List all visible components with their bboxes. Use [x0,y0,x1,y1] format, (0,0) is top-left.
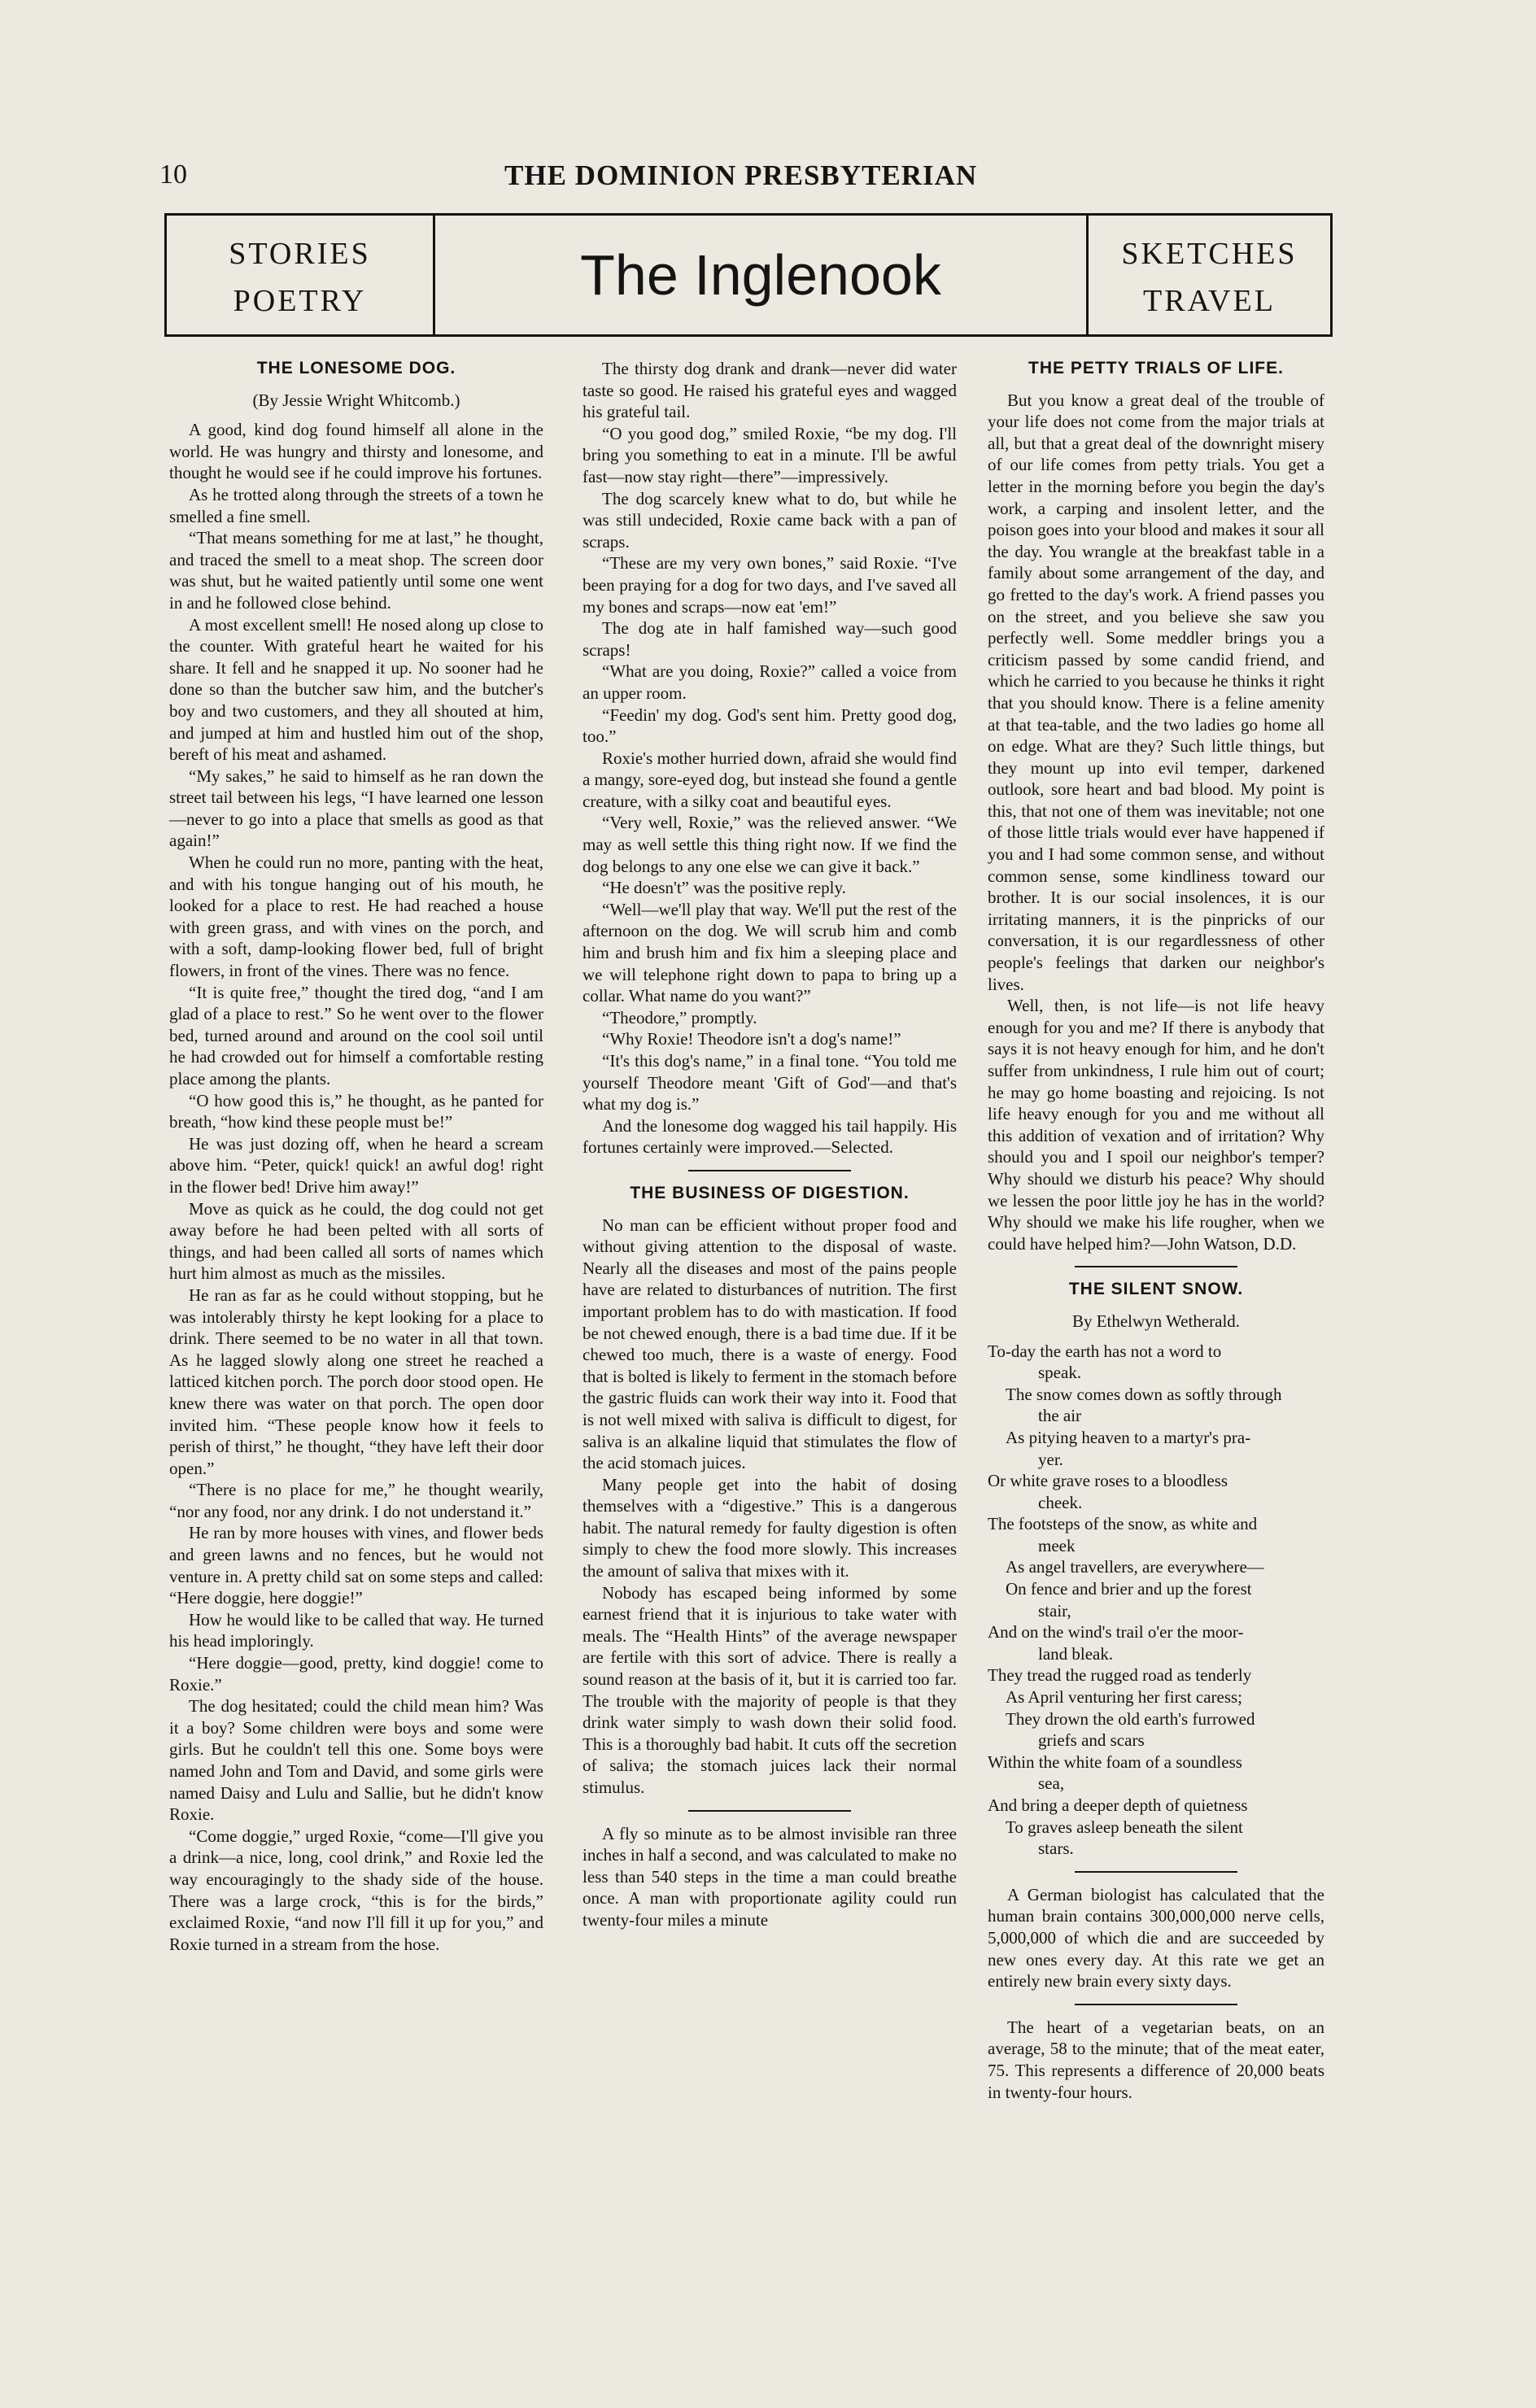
masthead-right-box [1086,216,1330,334]
poem-line: They drown the old earth's furrowed [1006,1708,1255,1729]
poem-line: meek [1038,1535,1076,1555]
paragraph: “He doesn't” was the positive reply. [602,878,846,898]
poem-line: Within the white foam of a soundless [988,1751,1242,1772]
paragraph: “Feedin' my dog. God's sent him. Pretty good dog, too.” [583,705,957,747]
masthead-left-line: STORIES [229,237,371,271]
paragraph: The dog ate in half famished way—such good scraps! [583,618,957,660]
poem-title: THE SILENT SNOW. [1068,1280,1244,1299]
paragraph: How he would like to be called that way. He turned his head imploringly. [169,1609,543,1651]
poem-line: The snow comes down as softly through [1006,1384,1282,1404]
poem-line: They tread the rugged road as tenderly [988,1665,1252,1686]
running-head: THE DOMINION PRESBYTERIAN [504,159,978,191]
paragraph: “That means something for me at last,” he thought, and traced the smell to a meat shop. The screen door was shut, but he waited patiently until some one went in and he followed close behind. [169,528,543,613]
paragraph: “Here doggie—good, pretty, kind doggie! come to Roxie.” [169,1653,543,1695]
paragraph: He was just dozing off, when he heard a scream above him. “Peter, quick! quick! an awful dog! right in the flower bed! Drive him away!” [169,1133,543,1197]
paragraph: “Theodore,” promptly. [602,1007,757,1027]
paragraph: “These are my very own bones,” said Roxie. “I've been praying for a dog for two days, and I've saved all my bones and scraps—now eat 'em!” [583,553,957,617]
paragraph: When he could run no more, panting with the heat, and with his tongue hanging out of his mouth, he looked for a place to rest. He had reached a house with green grass, and with vines on the porch, and with a soft, damp-looking flower bed, full of bright flowers, in front of the vines. There was no fence. [169,853,543,981]
article-title: THE PETTY TRIALS OF LIFE. [1028,359,1284,377]
poem-line: the air [1038,1406,1082,1426]
paragraph: He ran as far as he could without stopping, but he was intolerably thirsty he kept looking for a place to drink. There seemed to be no water in all that town. As he lagged slowly along one street he reached a latticed kitchen porch. The porch door stood open. He knew there was water on that porch. The open door invited him. “These people know how it feels to perish of thirst,” he thought, “they have left their door open.” [169,1285,543,1478]
masthead-left-box [167,216,435,334]
poem-line: As pitying heaven to a martyr's pra- [1006,1427,1251,1447]
poem-line: griefs and scars [1038,1730,1145,1751]
paragraph: “What are you doing, Roxie?” called a voice from an upper room. [583,661,957,703]
divider [688,1170,851,1171]
section-masthead [164,213,1333,337]
poem-line: speak. [1038,1363,1082,1383]
paragraph: The dog scarcely knew what to do, but while he was still undecided, Roxie came back with a pan of scraps. [583,488,957,552]
paragraph: “O you good dog,” smiled Roxie, “be my dog. I'll bring you something to eat in a minute. I'll be awful fast—now stay right—there”—impressively. [583,423,957,486]
paragraph: “Very well, Roxie,” was the relieved answer. “We may as well settle this thing right now. If we find the dog belongs to any one else we can give it back.” [583,813,957,876]
paragraph: “O how good this is,” he thought, as he panted for breath, “how kind these people must be!” [169,1090,543,1132]
paragraph: Move as quick as he could, the dog could not get away before he had been pelted with all sorts of things, and had been called all sorts of names which hurt him almost as much as the missiles. [169,1198,543,1284]
column-2 [583,358,957,1931]
poem-line: As angel travellers, are everywhere— [1006,1557,1264,1577]
poem-byline: By Ethelwyn Wetherald. [1071,1311,1241,1331]
filler-paragraph: A German biologist has calculated that the human brain contains 300,000,000 nerve cells, 5,000,000 of which die and are succeeded by new ones every day. At this rate we get an entirely new brain every sixty days. [988,1884,1324,1991]
poem-line: As April venturing her first caress; [1006,1687,1243,1708]
paragraph: “Come doggie,” urged Roxie, “come—I'll give you a drink—a nice, long, cool drink,” and Roxie led the way encouragingly to the shady side of the house. There was a large crock, “this is for the birds,” exclaimed Roxie, “and now I'll fill it up for you,” and Roxie turned in a stream from the hose. [169,1826,543,1954]
divider [688,1810,851,1812]
poem-line: yer. [1038,1449,1063,1469]
paragraph: Roxie's mother hurried down, afraid she would find a mangy, sore-eyed dog, but instead she found a gentle creature, with a silky coat and beautiful eyes. [583,748,957,811]
poem-line: sea, [1038,1773,1065,1794]
filler-paragraph: The heart of a vegetarian beats, on an average, 58 to the minute; that of the meat eater, 75. This represents a difference of 20,000 beats in twenty-four hours. [988,2017,1324,2102]
paragraph: “Well—we'll play that way. We'll put the rest of the afternoon on the dog. We will scrub him and comb him and brush him and fix him a sleeping place and we will telephone right down to papa to bring up a collar. What name do you want?” [583,899,957,1006]
paragraph: “Why Roxie! Theodore isn't a dog's name!” [602,1029,901,1049]
masthead-left-line: POETRY [233,284,367,318]
poem-line: stars. [1038,1839,1074,1859]
paragraph: But you know a great deal of the trouble of your life does not come from the major trials at all, but that a great deal of the downright misery of our life comes from petty trials. You get a letter in the morning before you begin the day's work, a carping and insolent letter, and the poison goes into your blood and makes it sour all the day. You wrangle at the breakfast table in a family about some arrangement of the day, and go fretted to the day's work. A friend passes you on the street, and you believe she saw you perfectly well. Some meddler brings you a criticism passed by some candid friend, and which he carried to you because he thinks it right that you should know. There is a feline amenity at that tea-table, and the two ladies go home all on edge. What are they? Such little things, but they mount up into evil temper, darkened outlook, sore heart and bad blood. My point is this, that not one of them was inevitable; not one of those little trials would ever have happened if you and I had some common sense, and without common sense, some kindliness toward our brother. It is our social insolences, it is our irritating manners, it is the pinpricks of our conversation, it is our regardlessness of other people's feelings that darken our neighbor's lives. [988,390,1324,994]
filler-paragraph: A fly so minute as to be almost invisible ran three inches in half a second, and was calculated to make no less than 540 steps in the time a man could breathe once. A man with proportionate agility could run twenty-four miles a minute [583,1823,957,1930]
poem-line: And on the wind's trail o'er the moor- [988,1622,1244,1642]
paragraph: He ran by more houses with vines, and flower beds and green lawns and no fences, but he would not venture in. A pretty child sat on some steps and called: “Here doggie, here doggie!” [169,1523,543,1608]
masthead-right-line: SKETCHES [1121,237,1298,271]
paragraph: “There is no place for me,” he thought wearily, “nor any food, nor any drink. I do not understand it.” [169,1480,543,1521]
poem-line: To graves asleep beneath the silent [1006,1817,1243,1837]
column-1 [169,358,543,1955]
masthead-right-line: TRAVEL [1143,284,1276,318]
poem-line: And bring a deeper depth of quietness [988,1795,1248,1815]
poem-line: To-day the earth has not a word to [988,1341,1222,1361]
paragraph: A good, kind dog found himself all alone in the world. He was hungry and thirsty and lonesome, and thought he would see if he could improve his fortunes. [169,420,543,483]
divider [1075,1266,1237,1267]
paragraph: A most excellent smell! He nosed along up close to the counter. With grateful heart he waited for his share. It fell and he snapped it up. No sooner had he done so than the butcher saw him, and the butcher's boy and two customers, and they all shouted at him, and jumped at him and hustled him out of the shop, bereft of his meat and ashamed. [169,614,543,765]
article-title: THE LONESOME DOG. [256,359,456,377]
poem-line: cheek. [1038,1492,1083,1512]
paragraph: Well, then, is not life—is not life heavy enough for you and me? If there is anybody that says it is not heavy enough for him, and he don't suffer from unkindness, I rule him out of court; he may go home boasting and rejoicing. Is not life heavy enough for you and me without all this addition of vexation and of irritation? Why should you and I spoil our neighbor's temper? Why should we disturb his peace? Why should we lessen the poor little joy he has in the world? Why should we make his life rougher, when we could have helped him?—John Watson, D.D. [988,996,1324,1254]
poem-line: Or white grave roses to a bloodless [988,1471,1228,1491]
poem-line: stair, [1038,1600,1071,1621]
paragraph: “My sakes,” he said to himself as he ran down the street tail between his legs, “I have learned one lesson—never to go into a place that smells as good as that again!” [169,766,543,851]
paragraph: “It's this dog's name,” in a final tone. “You told me yourself Theodore meant 'Gift of God'—and that's what my dog is.” [583,1051,957,1115]
poem [988,1341,1324,1860]
paragraph: And the lonesome dog wagged his tail happily. His fortunes certainly were improved.—Selected. [583,1115,957,1158]
paragraph: As he trotted along through the streets of a town he smelled a fine smell. [169,484,543,526]
article-title: THE BUSINESS OF DIGESTION. [630,1183,910,1202]
section-title: The Inglenook [580,243,941,307]
paragraph: Many people get into the habit of dosing themselves with a “digestive.” This is a dangerous habit. The natural remedy for faulty digestion is often simply to chew the food more slowly. This increases the amount of saliva that mixes with it. [583,1474,957,1581]
divider [1075,2004,1237,2005]
paragraph: “It is quite free,” thought the tired dog, “and I am glad of a place to rest.” So he went over to the flower bed, turned around and around on the cool soil until he had crowded out for himself a comfortable resting place among the plants. [169,982,543,1088]
poem-line: land bleak. [1038,1643,1114,1664]
divider [1075,1871,1237,1873]
paragraph: The thirsty dog drank and drank—never did water taste so good. He raised his grateful eyes and wagged his grateful tail. [583,359,957,422]
paragraph: The dog hesitated; could the child mean him? Was it a boy? Some children were boys and some were girls. But he couldn't tell this one. Some boys were named John and Tom and David, and some girls were named Daisy and Lulu and Sallie, but he didn't know Roxie. [169,1696,543,1825]
page-number: 10 [159,159,187,190]
poem-line: On fence and brier and up the forest [1006,1579,1252,1599]
column-3 [988,358,1324,2103]
paragraph: No man can be efficient without proper food and without giving attention to the disposal of waste. Nearly all the diseases and most of the pains people have are related to disturbances of nutrition. The first important problem has to do with mastication. If food be not chewed enough, there is a bad time due. If it be chewed too much, there is a waste of energy. Food that is bolted is likely to ferment in the stomach before the gastric fluids can work their way into it. Food that is not well mixed with saliva is difficult to digest, for saliva is an alkaline liquid that stimulates the flow of the acid stomach juices. [583,1215,957,1473]
paragraph: Nobody has escaped being informed by some earnest friend that it is injurious to take water with meals. The “Health Hints” of the average newspaper are fertile with this sort of advice. There is really a sound reason at the basis of it, but it is carried too far. The trouble with the majority of people is that they drink water simply to wash down their solid food. This is a thoroughly bad habit. It cuts off the secretion of saliva; the stomach juices lack their normal stimulus. [583,1582,957,1797]
article-byline: (By Jessie Wright Whitcomb.) [252,390,460,410]
poem-line: The footsteps of the snow, as white and [988,1514,1258,1534]
